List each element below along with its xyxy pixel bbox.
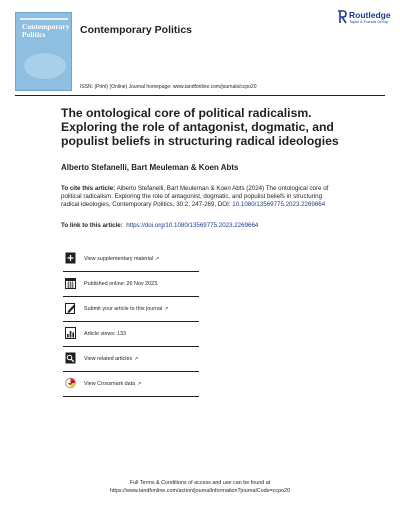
bar-chart-icon xyxy=(65,327,76,339)
header-divider xyxy=(15,95,385,96)
cover-title xyxy=(22,23,70,39)
publisher-logo xyxy=(337,8,392,28)
info-label-views: Article views: 133 xyxy=(84,331,126,337)
info-row-submit[interactable] xyxy=(63,297,199,322)
info-row-supplementary[interactable] xyxy=(63,247,199,272)
citation-doi-link[interactable]: 10.1080/13569775.2023.2269664 xyxy=(232,201,326,208)
calendar-icon xyxy=(65,277,76,289)
issn-line: ISSN: (Print) (Online) Journal homepage: www.tandfonline.com/journals/ccpo20 xyxy=(80,84,257,90)
citation-text: Alberto Stefanelli, Bart Meuleman & Koen Abts (2024) The ontological core of political radicalism. Exploring the role of antagonist, dogmatic, and populist beliefs in structuring radical ideologies, Contemporary Politics, 30:2, 247-269, DOI: xyxy=(61,185,329,208)
article-link-block xyxy=(61,222,341,230)
external-link-icon: ↗ xyxy=(155,256,160,262)
external-link-icon: ↗ xyxy=(134,356,139,362)
journal-cover-thumbnail[interactable] xyxy=(15,12,72,91)
journal-name[interactable]: Contemporary Politics xyxy=(80,24,193,36)
article-doi-url[interactable]: https://doi.org/10.1080/13569775.2023.2269664 xyxy=(126,222,259,229)
info-row-related[interactable] xyxy=(63,347,199,372)
external-link-icon: ↗ xyxy=(137,381,142,387)
cover-world-map xyxy=(24,53,66,79)
supplementary-icon xyxy=(65,252,76,264)
publisher-subtitle: Taylor & Francis Group xyxy=(349,20,388,24)
cover-stripe xyxy=(20,18,68,20)
info-label-published: Published online: 26 Nov 2023. xyxy=(84,281,159,287)
article-title: The ontological core of political radicalism. Exploring the role of antagonist, dogmatic, and populist beliefs in structuring radical ideologies xyxy=(61,106,339,148)
info-row-published xyxy=(63,272,199,297)
article-link-label: To link to this article: xyxy=(61,222,123,229)
citation-label: To cite this article: xyxy=(61,185,116,192)
info-label-crossmark: View Crossmark data xyxy=(84,381,136,387)
info-label-supplementary: View supplementary material xyxy=(84,256,154,262)
info-row-views xyxy=(63,322,199,347)
related-icon xyxy=(65,352,76,364)
submit-icon xyxy=(65,302,76,314)
article-authors: Alberto Stefanelli, Bart Meuleman & Koen Abts xyxy=(61,163,239,172)
footer-terms-link[interactable]: https://www.tandfonline.com/action/journalInformation?journalCode=ccpo20 xyxy=(109,488,291,494)
citation-block xyxy=(61,185,331,209)
routledge-r-icon xyxy=(337,10,347,24)
terms-footer xyxy=(0,479,400,495)
crossmark-icon xyxy=(65,377,76,389)
publisher-name: Routledge xyxy=(349,10,391,20)
info-row-crossmark[interactable] xyxy=(63,372,199,397)
footer-line1: Full Terms & Conditions of access and use can be found at xyxy=(129,480,271,486)
info-label-submit: Submit your article to this journal xyxy=(84,306,163,312)
external-link-icon: ↗ xyxy=(164,306,169,312)
cover-title-line1: Contemporary xyxy=(22,22,70,31)
info-label-related: View related articles xyxy=(84,356,133,362)
article-info-list xyxy=(63,247,199,397)
cover-title-line2: Politics xyxy=(22,30,46,39)
